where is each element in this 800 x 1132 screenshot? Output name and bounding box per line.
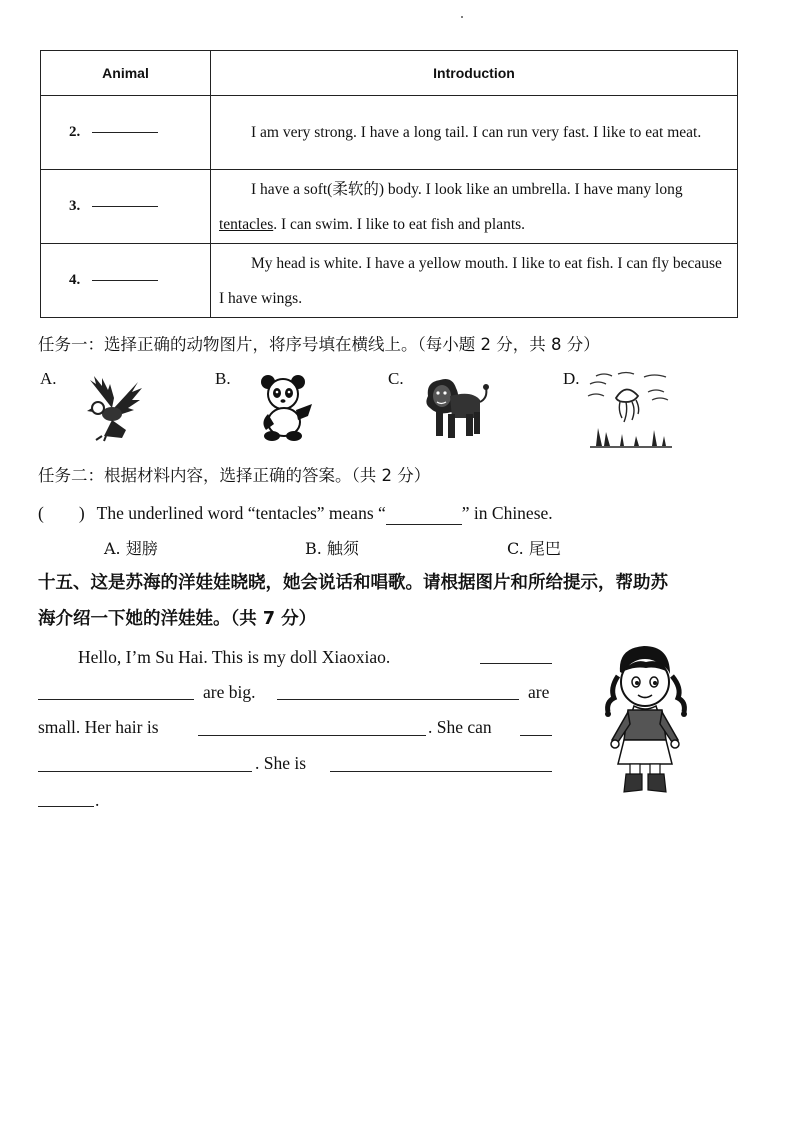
essay-line1-text: Hello, I’m Su Hai. This is my doll Xiaoxiao.: [78, 647, 391, 667]
essay-are-big: are big.: [203, 682, 256, 702]
essay-small-hair: small. Her hair is: [38, 717, 159, 737]
header-introduction: Introduction: [211, 51, 738, 96]
option-d-label: D.: [563, 369, 580, 388]
essay-blank-6[interactable]: [38, 771, 252, 772]
essay-blank-1[interactable]: [480, 663, 552, 664]
eagle-icon: [82, 374, 144, 442]
underlined-word: tentacles: [219, 215, 274, 233]
intro-text-post: . I can swim. I like to eat fish and plants.: [273, 215, 526, 233]
option-c-label: C.: [388, 369, 404, 388]
table-row: [41, 244, 738, 318]
jellyfish-icon: [582, 370, 678, 450]
essay-are: are: [528, 682, 550, 702]
section15-title-line1: 十五、这是苏海的洋娃娃晓晓，她会说话和唱歌。请根据图片和所给提示，帮助苏: [38, 573, 668, 593]
table-row: [41, 170, 738, 244]
panda-icon: [256, 374, 318, 442]
answer-blank[interactable]: [92, 206, 158, 207]
answer-paren[interactable]: ( ): [38, 503, 85, 523]
choice-b[interactable]: B. 触须: [305, 539, 359, 558]
row-number: 3.: [69, 198, 81, 214]
question-text: The underlined word “tentacles” means “: [96, 503, 386, 523]
intro-cell: My head is white. I have a yellow mouth. I like to eat fish. I can fly because I have wings.: [211, 244, 738, 318]
dot-mark: [461, 16, 463, 18]
question-end: ” in Chinese.: [461, 503, 553, 523]
essay-blank-5[interactable]: [520, 735, 552, 736]
essay-blank-8[interactable]: [38, 806, 94, 807]
choice-a[interactable]: A. 翅膀: [104, 539, 158, 558]
row-number-cell: [41, 244, 211, 318]
option-a-label: A.: [40, 369, 57, 388]
answer-blank[interactable]: [92, 132, 158, 133]
answer-blank[interactable]: [92, 280, 158, 281]
animal-table: [40, 50, 738, 318]
section15-title-line2: 海介绍一下她的洋娃娃。（共 7 分）: [38, 609, 317, 629]
essay-blank-4[interactable]: [198, 735, 426, 736]
row-number-cell: [41, 96, 211, 170]
essay-blank-2[interactable]: [38, 699, 194, 700]
option-b-label: B.: [215, 369, 231, 388]
task2-title: 任务二：根据材料内容，选择正确的答案。（共 2 分）: [38, 466, 431, 485]
task1-title: 任务一：选择正确的动物图片，将序号填在横线上。（每小题 2 分，共 8 分）: [38, 335, 600, 354]
header-animal: Animal: [41, 51, 211, 96]
intro-text-pre: I have a soft(柔软的) body. I look like an umbrella. I have many long: [251, 180, 683, 198]
lion-icon: [422, 376, 494, 442]
intro-cell: [211, 170, 738, 244]
row-number: 2.: [69, 124, 81, 140]
essay-end: .: [95, 790, 100, 810]
essay-she-can: . She can: [428, 717, 492, 737]
essay-blank-7[interactable]: [330, 771, 552, 772]
intro-cell: I am very strong. I have a long tail. I can run very fast. I like to eat meat.: [211, 96, 738, 170]
essay-blank-3[interactable]: [277, 699, 519, 700]
doll-image: [600, 640, 692, 796]
question-line: [38, 500, 553, 525]
question-blank[interactable]: [386, 509, 462, 525]
row-number-cell: [41, 170, 211, 244]
table-row: [41, 96, 738, 170]
choice-c[interactable]: C. 尾巴: [507, 539, 561, 558]
essay-she-is: . She is: [255, 753, 307, 773]
row-number: 4.: [69, 272, 81, 288]
